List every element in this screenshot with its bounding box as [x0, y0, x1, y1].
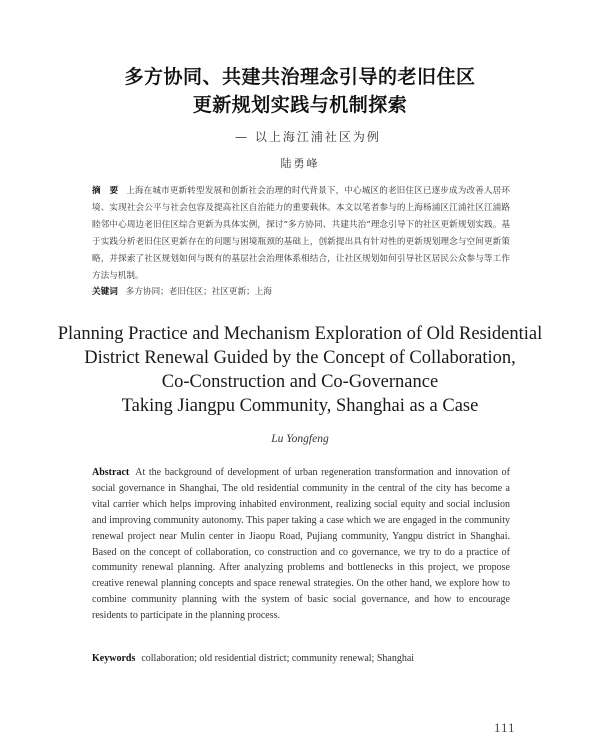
- english-keywords-text: collaboration; old residential district; community renewal; Shanghai: [141, 653, 415, 664]
- english-abstract-label: Abstract: [92, 467, 130, 478]
- english-title-line-3: Co-Construction and Co-Governance: [161, 372, 439, 392]
- page-number: 111: [494, 720, 516, 735]
- english-keywords: [92, 653, 510, 664]
- chinese-abstract-text: 上海在城市更新转型发展和创新社会治理的时代背景下，中心城区的老旧住区已逐步成为改善人居环境、实现社会公平与社会包容及提高社区自治能力的重要载体。本文以笔者参与的上海杨浦区江浦社区江浦路睦邻中心周边老旧住区综合更新为具体实例，探讨“多方协同、共建共治”理念引导下的社区更新规划实践。基于实践分析老旧住区更新存在的问题与困境瓶颈的基础上，创新提出具有针对性的更新规划理念与空间更新策略，并探索了社区规划如何与既有的基层社会治理体系相结合，让社区规划如何引导社区居民公众参与等工作方法与机制。: [92, 186, 510, 281]
- english-abstract-text: At the background of development of urban regeneration transformation and innovation of social governance in Shanghai, The old residential community in the central of the city has become a vital carrier which helps improving inhabited environment, realizing social equity and social inclusion and improving community autonomy. This paper taking a case which we are engaged in the community renewal project near Mulin center in Jiaopu Road, Pujiang community, Yangpu district in Shanghai. Based on the concept of collaboration, co construction and co governance, we try to do a practice of community renewal planning. After analyzing problems and bottlenecks in this project, we propose creative renewal planning concepts and space renewal strategies. On the other hand, we explore how to combine community planning with the system of basic social governance, and how to encourage residents to participate in the planning process.: [92, 467, 510, 622]
- chinese-keywords-text: 多方协同；老旧住区；社区更新；上海: [125, 287, 272, 297]
- chinese-keywords: [92, 285, 510, 297]
- chinese-abstract-label: 摘 要: [92, 186, 119, 196]
- chinese-abstract: [92, 183, 510, 285]
- english-author: Lu Yongfeng: [271, 433, 329, 445]
- chinese-subtitle: — 以上海江浦社区为例: [235, 130, 381, 144]
- english-abstract: [92, 465, 510, 624]
- english-title-line-1: Planning Practice and Mechanism Exploration of Old Residential: [57, 324, 543, 344]
- chinese-title-line-2: 更新规划实践与机制探索: [192, 94, 408, 116]
- english-title-line-4: Taking Jiangpu Community, Shanghai as a Case: [121, 396, 479, 416]
- chinese-keywords-label: 关键词: [92, 287, 118, 297]
- chinese-title-line-1: 多方协同、共建共治理念引导的老旧住区: [124, 66, 476, 88]
- english-title-line-2: District Renewal Guided by the Concept of Collaboration,: [84, 348, 516, 368]
- chinese-author: 陆勇峰: [280, 157, 320, 170]
- english-keywords-label: Keywords: [92, 653, 136, 664]
